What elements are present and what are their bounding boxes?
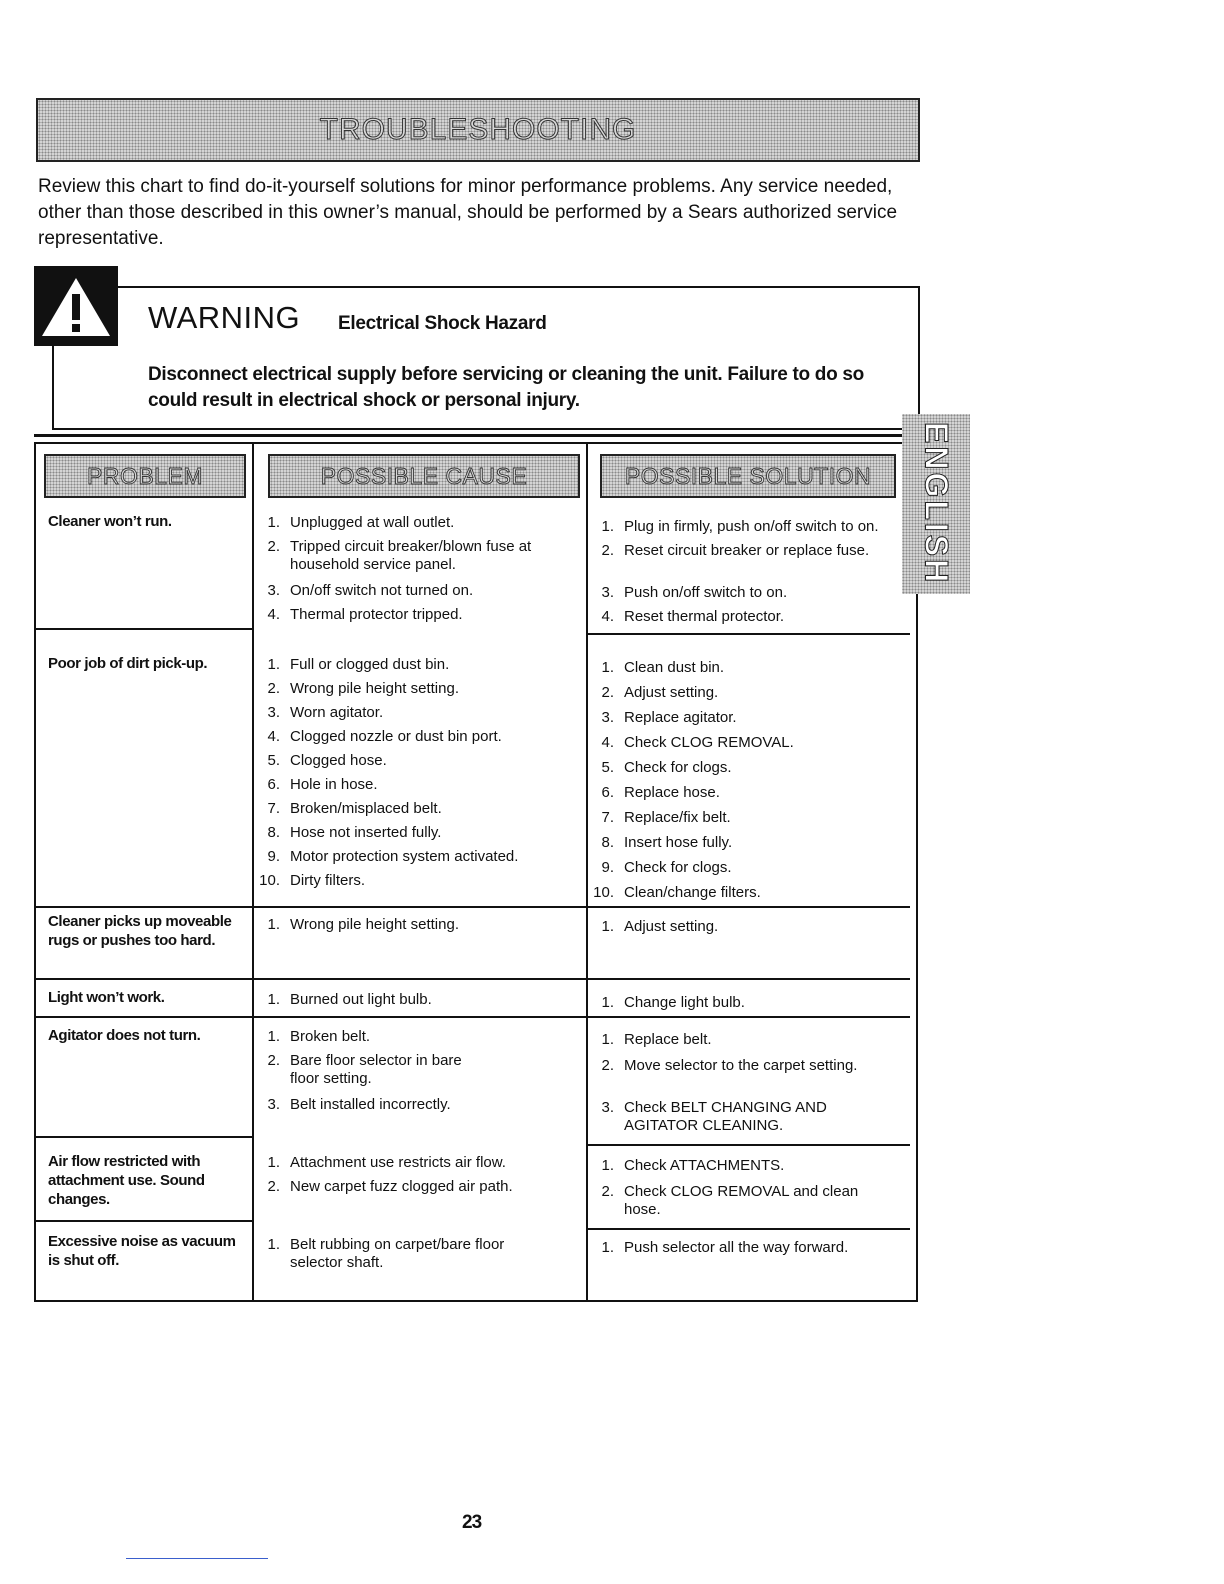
item-text: Replace belt. xyxy=(624,1031,712,1048)
title-banner xyxy=(36,98,920,162)
list-item xyxy=(590,1157,900,1175)
item-text: New carpet fuzz clogged air path. xyxy=(290,1178,513,1195)
item-text: Hole in hose. xyxy=(290,776,378,793)
problem-text: Cleaner picks up moveable rugs or pushes too hard. xyxy=(48,913,232,949)
list-item xyxy=(590,994,900,1012)
item-number: 1. xyxy=(267,1154,280,1171)
problem-text: Poor job of dirt pick-up. xyxy=(48,655,208,672)
list-item xyxy=(590,684,900,702)
list-item xyxy=(590,834,900,852)
row-divider xyxy=(588,1228,910,1230)
item-text: Thermal protector tripped. xyxy=(290,606,463,623)
item-text: Push selector all the way forward. xyxy=(624,1239,849,1256)
list-item xyxy=(256,872,582,890)
item-number: 1. xyxy=(601,518,614,535)
solution-list xyxy=(590,1157,900,1219)
intro-paragraph: Review this chart to find do-it-yourself solutions for minor performance problems. Any service needed, other than those described in this owner’s manual, should be performed by a Sears authorized service representative. xyxy=(38,176,898,249)
item-text: Unplugged at wall outlet. xyxy=(290,514,455,531)
language-tab xyxy=(902,414,970,594)
item-text: Broken belt. xyxy=(290,1028,371,1045)
list-item xyxy=(256,538,582,574)
item-text: Clogged hose. xyxy=(290,752,387,769)
list-item xyxy=(256,680,582,698)
list-item xyxy=(590,859,900,877)
item-text: Plug in firmly, push on/off switch to on. xyxy=(624,518,879,535)
page-number: 23 xyxy=(462,1512,482,1533)
item-number: 9. xyxy=(267,848,280,865)
list-item xyxy=(256,1236,582,1272)
item-text: Bare floor selector in bare floor setting. xyxy=(290,1052,462,1087)
page-title: TROUBLESHOOTING xyxy=(319,113,637,146)
row-divider xyxy=(588,633,910,635)
item-number: 3. xyxy=(267,582,280,599)
list-item xyxy=(590,709,900,727)
item-text: Check CLOG REMOVAL and clean hose. xyxy=(624,1183,859,1218)
item-number: 8. xyxy=(601,834,614,851)
cause-list xyxy=(256,1028,582,1114)
item-text: Clean/change filters. xyxy=(624,884,761,901)
list-item xyxy=(590,734,900,752)
list-item xyxy=(590,809,900,827)
item-number: 8. xyxy=(267,824,280,841)
problem-text: Light won’t work. xyxy=(48,989,165,1006)
item-text: Change light bulb. xyxy=(624,994,745,1011)
item-number: 6. xyxy=(267,776,280,793)
item-text: Push on/off switch to on. xyxy=(624,584,788,601)
item-text: Attachment use restricts air flow. xyxy=(290,1154,506,1171)
item-text: Reset circuit breaker or replace fuse. xyxy=(624,542,870,559)
footer-rule xyxy=(126,1558,268,1559)
item-number: 2. xyxy=(267,1052,280,1069)
item-number: 1. xyxy=(267,656,280,673)
header-problem xyxy=(44,454,246,498)
solution-list xyxy=(590,659,900,902)
item-number: 5. xyxy=(267,752,280,769)
item-text: Broken/misplaced belt. xyxy=(290,800,442,817)
list-item xyxy=(256,752,582,770)
item-text: Burned out light bulb. xyxy=(290,991,432,1008)
solution-list xyxy=(590,994,900,1012)
item-number: 2. xyxy=(267,680,280,697)
item-text: Move selector to the carpet setting. xyxy=(624,1057,858,1074)
item-number: 2. xyxy=(601,1183,614,1200)
cause-list xyxy=(256,1236,582,1272)
solution-list xyxy=(590,918,900,936)
item-number: 2. xyxy=(601,1057,614,1074)
list-item xyxy=(256,728,582,746)
warning-text: Disconnect electrical supply before servicing or cleaning the unit. Failure to do so could result in electrical shock or personal injury. xyxy=(148,364,864,411)
header-solution-label: POSSIBLE SOLUTION xyxy=(624,462,872,489)
item-number: 2. xyxy=(267,1178,280,1195)
list-item xyxy=(256,1178,582,1196)
header-cause-label: POSSIBLE CAUSE xyxy=(320,462,528,489)
list-item xyxy=(590,518,900,536)
item-number: 3. xyxy=(601,584,614,601)
item-number: 1. xyxy=(601,1031,614,1048)
list-item xyxy=(590,542,900,560)
header-possible-cause xyxy=(268,454,580,498)
item-text: Wrong pile height setting. xyxy=(290,916,459,933)
item-number: 1. xyxy=(267,1028,280,1045)
list-item xyxy=(256,704,582,722)
item-number: 10. xyxy=(593,884,614,901)
list-item xyxy=(256,800,582,818)
item-number: 3. xyxy=(267,1096,280,1113)
item-text: Check ATTACHMENTS. xyxy=(624,1157,785,1174)
list-item xyxy=(256,848,582,866)
list-item xyxy=(256,1096,582,1114)
item-text: Clean dust bin. xyxy=(624,659,725,676)
item-number: 3. xyxy=(601,1099,614,1116)
item-text: Replace hose. xyxy=(624,784,720,801)
item-text: Replace/fix belt. xyxy=(624,809,731,826)
item-text: Worn agitator. xyxy=(290,704,384,721)
row-divider xyxy=(36,1016,910,1018)
item-text: Replace agitator. xyxy=(624,709,737,726)
solution-list xyxy=(590,1239,900,1257)
header-possible-solution xyxy=(600,454,896,498)
item-number: 4. xyxy=(601,734,614,751)
cause-list xyxy=(256,991,582,1009)
item-text: Adjust setting. xyxy=(624,684,719,701)
row-divider xyxy=(36,1136,254,1138)
item-number: 1. xyxy=(601,994,614,1011)
item-number: 4. xyxy=(601,608,614,625)
list-item xyxy=(256,1154,582,1172)
item-text: Wrong pile height setting. xyxy=(290,680,459,697)
item-number: 1. xyxy=(267,1236,280,1253)
column-divider xyxy=(586,442,588,1302)
item-number: 1. xyxy=(267,916,280,933)
item-number: 1. xyxy=(267,514,280,531)
row-divider xyxy=(36,906,910,908)
item-text: Hose not inserted fully. xyxy=(290,824,442,841)
cause-list xyxy=(256,656,582,890)
item-number: 1. xyxy=(601,659,614,676)
item-text: Clogged nozzle or dust bin port. xyxy=(290,728,502,745)
list-item xyxy=(590,659,900,677)
list-item xyxy=(590,918,900,936)
item-text: Insert hose fully. xyxy=(624,834,733,851)
problem-text: Air flow restricted with attachment use. Sound changes. xyxy=(48,1153,205,1208)
item-number: 4. xyxy=(267,606,280,623)
list-item xyxy=(256,776,582,794)
problem-text: Agitator does not turn. xyxy=(48,1027,201,1044)
list-item xyxy=(590,1239,900,1257)
item-text: Check CLOG REMOVAL. xyxy=(624,734,794,751)
row-divider xyxy=(588,1144,910,1146)
item-number: 7. xyxy=(601,809,614,826)
item-text: On/off switch not turned on. xyxy=(290,582,474,599)
cause-list xyxy=(256,1154,582,1196)
list-item xyxy=(590,784,900,802)
cause-list xyxy=(256,514,582,624)
list-item xyxy=(256,916,582,934)
row-divider xyxy=(36,628,254,630)
item-number: 3. xyxy=(267,704,280,721)
item-text: Check for clogs. xyxy=(624,759,732,776)
list-item xyxy=(256,824,582,842)
header-problem-label: PROBLEM xyxy=(87,462,203,489)
list-item xyxy=(590,608,900,626)
column-divider xyxy=(252,442,254,1302)
item-number: 9. xyxy=(601,859,614,876)
list-item xyxy=(590,1057,900,1075)
item-text: Adjust setting. xyxy=(624,918,719,935)
solution-list xyxy=(590,1031,900,1135)
item-text: Tripped circuit breaker/blown fuse at household service panel. xyxy=(290,538,532,573)
item-number: 3. xyxy=(601,709,614,726)
list-item xyxy=(590,1099,900,1135)
list-item xyxy=(590,1183,900,1219)
warning-icon-block xyxy=(34,266,118,346)
item-number: 2. xyxy=(601,684,614,701)
item-number: 1. xyxy=(601,918,614,935)
item-text: Check BELT CHANGING AND AGITATOR CLEANING. xyxy=(624,1099,827,1134)
table-top-rule xyxy=(34,434,902,437)
item-text: Belt installed incorrectly. xyxy=(290,1096,451,1113)
language-tab-label: ENGLISH xyxy=(918,422,955,586)
item-number: 4. xyxy=(267,728,280,745)
row-divider xyxy=(36,1220,254,1222)
solution-list xyxy=(590,518,900,626)
item-number: 1. xyxy=(601,1157,614,1174)
item-number: 1. xyxy=(601,1239,614,1256)
row-divider xyxy=(36,978,910,980)
list-item xyxy=(590,759,900,777)
item-text: Belt rubbing on carpet/bare floor selector shaft. xyxy=(290,1236,505,1271)
list-item xyxy=(256,1028,582,1046)
list-item xyxy=(256,582,582,600)
list-item xyxy=(256,1052,582,1088)
list-item xyxy=(256,606,582,624)
item-text: Reset thermal protector. xyxy=(624,608,785,625)
list-item xyxy=(590,884,900,902)
list-item xyxy=(256,656,582,674)
item-number: 7. xyxy=(267,800,280,817)
item-number: 1. xyxy=(267,991,280,1008)
item-text: Dirty filters. xyxy=(290,872,365,889)
warning-subtitle: Electrical Shock Hazard xyxy=(338,313,547,334)
list-item xyxy=(590,1031,900,1049)
problem-text: Cleaner won’t run. xyxy=(48,513,172,530)
item-number: 2. xyxy=(267,538,280,555)
cause-list xyxy=(256,916,582,934)
warning-triangle-icon xyxy=(40,274,112,338)
item-number: 2. xyxy=(601,542,614,559)
item-text: Check for clogs. xyxy=(624,859,732,876)
list-item xyxy=(256,991,582,1009)
warning-title: WARNING xyxy=(148,300,301,335)
item-number: 5. xyxy=(601,759,614,776)
list-item xyxy=(590,584,900,602)
item-number: 10. xyxy=(259,872,280,889)
list-item xyxy=(256,514,582,532)
item-number: 6. xyxy=(601,784,614,801)
problem-text: Excessive noise as vacuum is shut off. xyxy=(48,1233,236,1269)
item-text: Motor protection system activated. xyxy=(290,848,519,865)
item-text: Full or clogged dust bin. xyxy=(290,656,450,673)
